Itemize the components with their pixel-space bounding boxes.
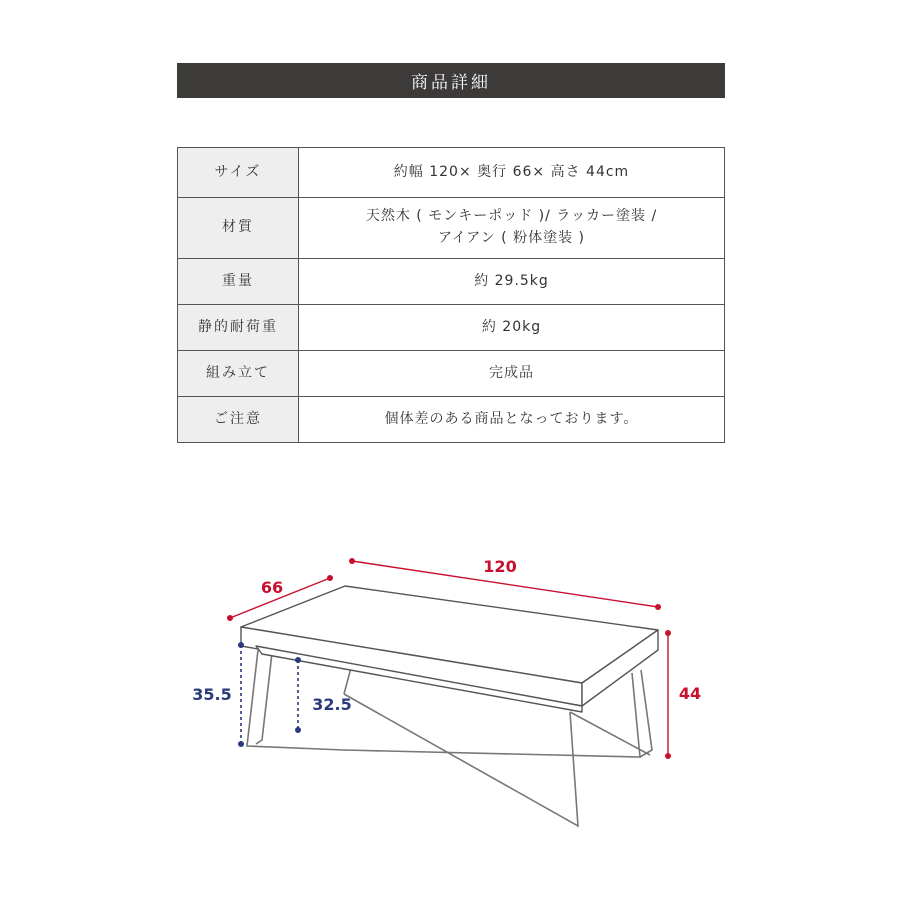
leg-outer-dot-top bbox=[238, 642, 244, 648]
material-line-2: アイアン ( 粉体塗装 ) bbox=[437, 230, 586, 246]
width-dot-end bbox=[655, 604, 661, 610]
leg-inner-label: 32.5 bbox=[312, 695, 352, 714]
row-label-notice: ご注意 bbox=[178, 397, 299, 443]
left-leg-inner bbox=[256, 653, 272, 744]
row-label-assembly: 組み立て bbox=[178, 351, 299, 397]
right-leg-frame bbox=[640, 670, 652, 757]
row-label-material: 材質 bbox=[178, 198, 299, 259]
width-dot-start bbox=[349, 558, 355, 564]
leg-inner-dot-top bbox=[295, 657, 301, 663]
cross-bar bbox=[344, 694, 578, 826]
dimension-height bbox=[665, 630, 701, 759]
row-value-load: 約 20kg bbox=[299, 305, 725, 351]
section-title: 商品詳細 bbox=[411, 73, 491, 93]
row-label-load: 静的耐荷重 bbox=[178, 305, 299, 351]
row-label-weight: 重量 bbox=[178, 259, 299, 305]
row-value-assembly: 完成品 bbox=[299, 351, 725, 397]
row-value-weight: 約 29.5kg bbox=[299, 259, 725, 305]
leg-outer-dot-bottom bbox=[238, 741, 244, 747]
height-dot-bottom bbox=[665, 753, 671, 759]
wood-top bbox=[241, 586, 658, 712]
leg-inner-dot-bottom bbox=[295, 727, 301, 733]
width-label: 120 bbox=[483, 557, 517, 576]
row-label-size: サイズ bbox=[178, 148, 299, 198]
height-label: 44 bbox=[678, 684, 702, 703]
row-value-notice: 個体差のある商品となっております。 bbox=[299, 397, 725, 443]
material-line-1: 天然木 ( モンキーポッド )/ ラッカー塗装 / bbox=[365, 208, 658, 225]
depth-label: 66 bbox=[260, 578, 284, 597]
row-value-size: 約幅 120× 奥行 66× 高さ 44cm bbox=[299, 148, 725, 198]
depth-dot-end bbox=[327, 575, 333, 581]
leg-outer-label: 35.5 bbox=[192, 685, 232, 704]
height-dot-top bbox=[665, 630, 671, 636]
dimension-leg-outer bbox=[192, 642, 244, 747]
depth-dot-start bbox=[227, 615, 233, 621]
